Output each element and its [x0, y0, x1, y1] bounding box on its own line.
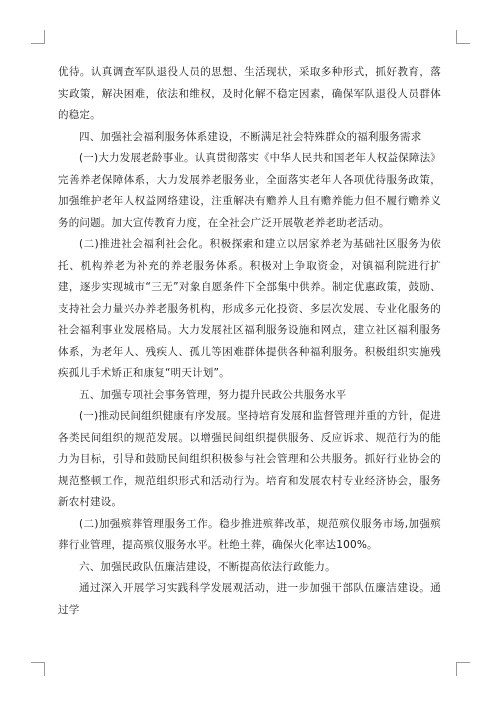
paragraph-continuation: 优待。认真调查军队退役人员的思想、生活现状，采取多种形式，抓好教育，落实政策，解决困难，依法和维权，及时化解不稳定因素，确保军队退役人员群体的稳定。 — [58, 66, 441, 121]
paragraph-civil-organizations: (一)推动民间组织健康有序发展。坚持培育发展和监督管理并重的方针，促进各类民间组织的规范发展。以增强民间组织提供服务、反应诉求、规范行为的能力为目标，引导和鼓励民间组织积极参与社会管理和公共服务。抓好行业协会的规范整顿工作，规范组织形式和活动行为。培育和发展农村专业经济协会，服务新农村建设。 — [58, 410, 441, 508]
section-heading-5: 五、加强专项社会事务管理，努力提升民政公共服务水平 — [79, 388, 347, 401]
document-body — [58, 62, 441, 621]
paragraph-aging-affairs: (一)大力发展老龄事业。认真贯彻落实《中华人民共和国老年人权益保障法》完善养老保障体系，大力发展养老服务业，全面落实老年人各项优待服务政策，加强维护老年人权益网络建设，注重解决有赡养人且有赡养能力但不履行赡养义务的问题。加大宣传教育力度，在全社会广泛开展敬老养老助老活动。 — [58, 152, 441, 229]
paragraph-team-building: 通过深入开展学习实践科学发展观活动，进一步加强干部队伍廉洁建设。通过学 — [58, 582, 441, 616]
crop-mark-top-left — [31, 30, 45, 44]
section-heading-6: 六、加强民政队伍廉洁建设，不断提高依法行政能力。 — [79, 560, 336, 573]
crop-mark-top-right — [456, 30, 470, 44]
crop-mark-bottom-left — [31, 662, 45, 676]
crop-mark-bottom-right — [456, 662, 470, 676]
paragraph-welfare-socialization: (二)推进社会福利社会化。积极探索和建立以居家养老为基础社区服务为依托、机构养老为补充的养老服务体系。积极对上争取资金，对镇福利院进行扩建，逐步实现城市“三无”对象自愿条件下全部集中供养。制定优惠政策，鼓励、支持社会力量兴办养老服务机构，形成多元化投资、多层次发展、专业化服务的社会福利事业发展格局。大力发展社区福利服务设施和网点，建立社区福利服务体系，为老年人、残疾人、孤儿等困难群体提供各种福利服务。积极组织实施残疾孤儿手术矫正和康复“明天计划”。 — [58, 238, 441, 379]
section-heading-4: 四、加强社会福利服务体系建设，不断满足社会特殊群众的福利服务需求 — [79, 130, 422, 143]
paragraph-funeral-management: (二)加强殡葬管理服务工作。稳步推进殡葬改革，规范殡仪服务市场,加强殡葬行业管理，提高殡仪服务水平。杜绝土葬，确保火化率达100%。 — [58, 517, 441, 551]
